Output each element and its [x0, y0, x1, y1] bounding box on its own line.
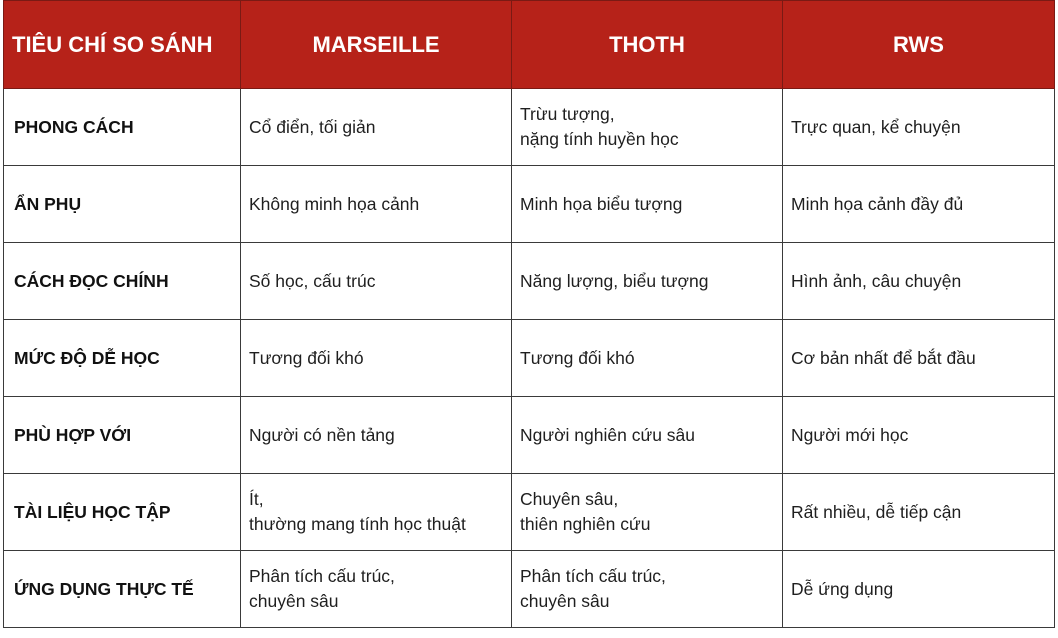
- cell-text-line: Năng lượng, biểu tượng: [520, 270, 709, 291]
- cell-rws: [783, 397, 1055, 474]
- cell-marseille: [241, 397, 512, 474]
- table-row: [4, 243, 1055, 320]
- cell-text-line: Hình ảnh, câu chuyện: [791, 270, 962, 291]
- cell-text-line: thường mang tính học thuật: [249, 514, 466, 534]
- criterion-cell: ỨNG DỤNG THỰC TẾ: [4, 551, 241, 628]
- table-row: [4, 397, 1055, 474]
- table-header: [4, 1, 1055, 89]
- cell-text-line: Dễ ứng dụng: [791, 578, 894, 599]
- header-marseille: MARSEILLE: [241, 1, 512, 89]
- table-row: [4, 89, 1055, 166]
- header-row: [4, 1, 1055, 89]
- criterion-cell: TÀI LIỆU HỌC TẬP: [4, 474, 241, 551]
- header-criteria: TIÊU CHÍ SO SÁNH: [4, 1, 241, 89]
- cell-text-line: Cơ bản nhất để bắt đầu: [791, 347, 976, 368]
- criterion-cell: CÁCH ĐỌC CHÍNH: [4, 243, 241, 320]
- cell-text-line: Chuyên sâu,: [520, 489, 619, 509]
- cell-text-line: Người có nền tảng: [249, 424, 395, 445]
- cell-text-line: Không minh họa cảnh: [249, 193, 420, 214]
- criterion-cell: PHÙ HỢP VỚI: [4, 397, 241, 474]
- cell-marseille: [241, 243, 512, 320]
- cell-thoth: [512, 166, 783, 243]
- criterion-cell: ẨN PHỤ: [4, 166, 241, 243]
- header-thoth: THOTH: [512, 1, 783, 89]
- cell-text-line: Minh họa biểu tượng: [520, 193, 683, 214]
- cell-text-line: Phân tích cấu trúc,: [249, 566, 395, 586]
- table-row: [4, 320, 1055, 397]
- cell-rws: [783, 166, 1055, 243]
- header-rws: RWS: [783, 1, 1055, 89]
- cell-rws: [783, 243, 1055, 320]
- cell-thoth: [512, 320, 783, 397]
- cell-thoth: [512, 243, 783, 320]
- cell-marseille: [241, 89, 512, 166]
- cell-text-line: Trực quan, kể chuyện: [791, 116, 961, 137]
- cell-text-line: Số học, cấu trúc: [249, 270, 376, 291]
- cell-text-line: Ít,: [249, 489, 264, 509]
- cell-marseille: [241, 551, 512, 628]
- cell-marseille: [241, 474, 512, 551]
- cell-text-line: Người nghiên cứu sâu: [520, 424, 695, 445]
- cell-rws: [783, 89, 1055, 166]
- cell-text-line: thiên nghiên cứu: [520, 514, 651, 534]
- cell-text-line: Người mới học: [791, 424, 909, 445]
- cell-text-line: Minh họa cảnh đầy đủ: [791, 193, 964, 214]
- cell-rws: [783, 474, 1055, 551]
- cell-text-line: nặng tính huyền học: [520, 129, 679, 149]
- table-row: [4, 551, 1055, 628]
- cell-rws: [783, 320, 1055, 397]
- cell-text-line: Phân tích cấu trúc,: [520, 566, 666, 586]
- cell-rws: [783, 551, 1055, 628]
- cell-text-line: Trừu tượng,: [520, 104, 615, 124]
- cell-text-line: Tương đối khó: [520, 347, 635, 368]
- table-row: [4, 474, 1055, 551]
- cell-text-line: chuyên sâu: [520, 591, 610, 611]
- cell-text-line: Rất nhiều, dễ tiếp cận: [791, 501, 962, 522]
- cell-text-line: Cổ điển, tối giản: [249, 116, 376, 137]
- cell-marseille: [241, 166, 512, 243]
- cell-marseille: [241, 320, 512, 397]
- cell-thoth: [512, 89, 783, 166]
- table-row: [4, 166, 1055, 243]
- table-body: [4, 89, 1055, 628]
- cell-thoth: [512, 474, 783, 551]
- criterion-cell: PHONG CÁCH: [4, 89, 241, 166]
- cell-text-line: Tương đối khó: [249, 347, 364, 368]
- cell-text-line: chuyên sâu: [249, 591, 339, 611]
- criterion-cell: MỨC ĐỘ DỄ HỌC: [4, 320, 241, 397]
- cell-thoth: [512, 397, 783, 474]
- comparison-table: [3, 0, 1055, 628]
- cell-thoth: [512, 551, 783, 628]
